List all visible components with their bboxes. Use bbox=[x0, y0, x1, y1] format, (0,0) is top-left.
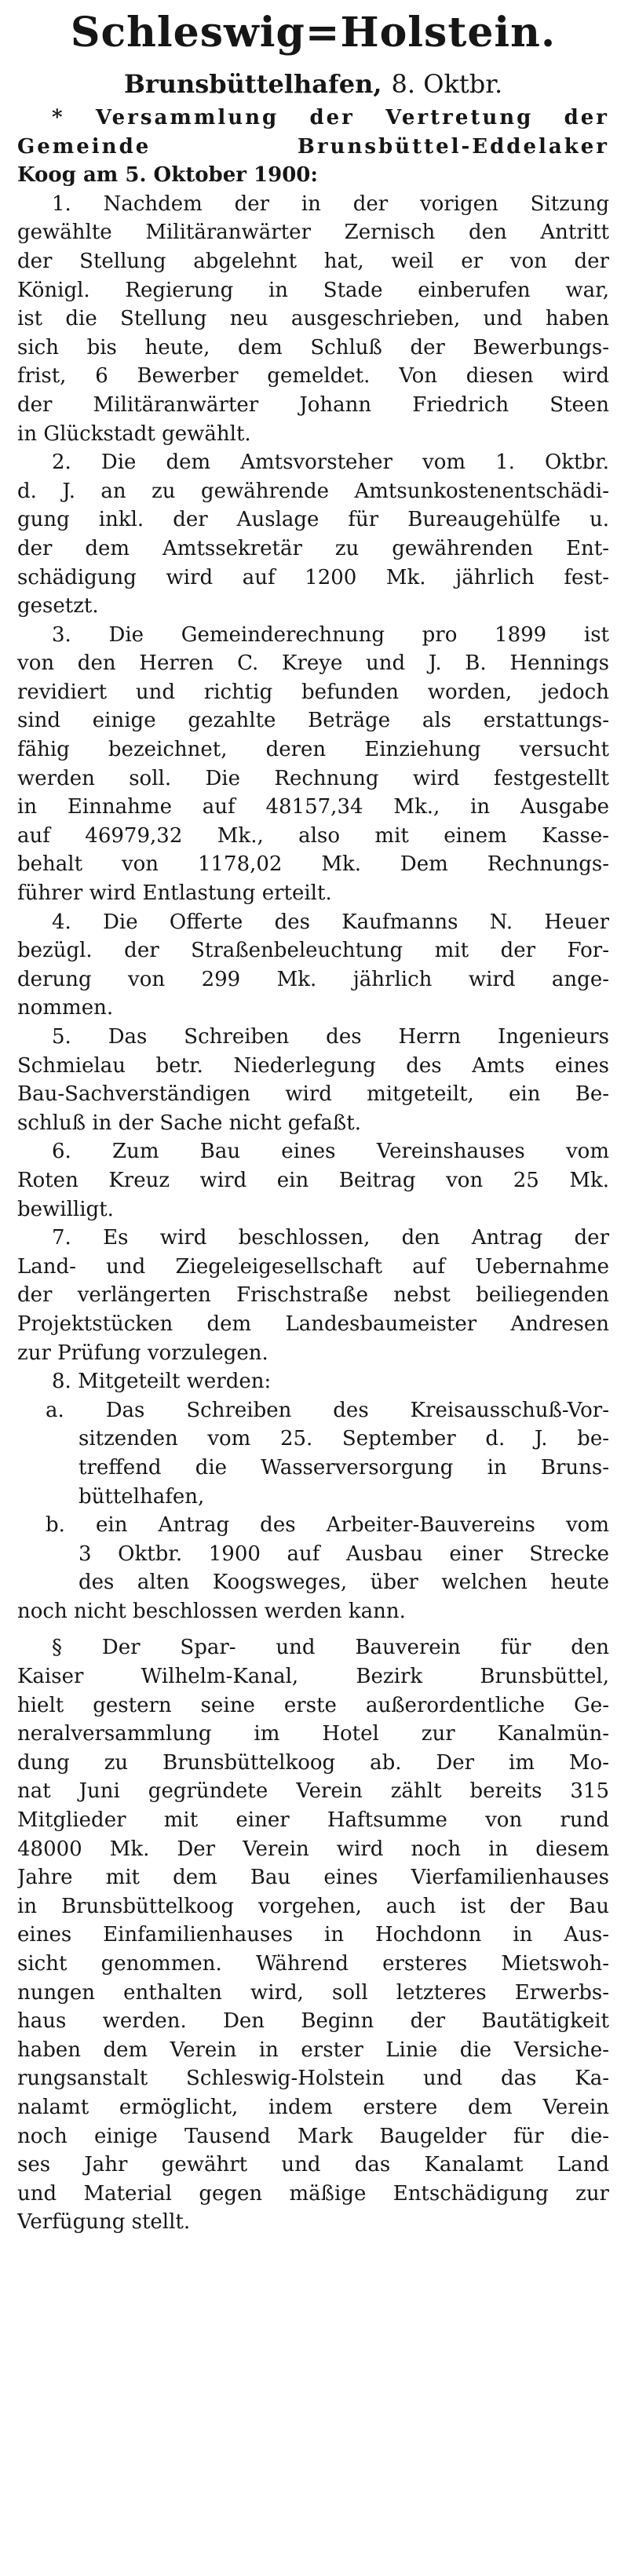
article-line: der verlängerten Frischstraße nebst beiliegenden bbox=[17, 1283, 609, 1308]
article-line: haus werden. Den Beginn der Bautätigkeit bbox=[17, 2009, 609, 2034]
article-line: frist, 6 Bewerber gemeldet. Von diesen wird bbox=[17, 364, 609, 389]
article-line: schädigung wird auf 1200 Mk. jährlich fest- bbox=[17, 565, 609, 589]
article-line: rungsanstalt Schleswig-Holstein und das Ka- bbox=[17, 2067, 609, 2091]
article-line: gesetzt. bbox=[17, 594, 99, 618]
article-line: Roten Kreuz wird ein Beitrag von 25 Mk. bbox=[17, 1168, 609, 1192]
article-line: 5. Das Schreiben des Herrn Ingenieurs bbox=[52, 1025, 609, 1049]
article-line: neralversammlung im Hotel zur Kanalmün- bbox=[17, 1722, 609, 1746]
dateline-date: 8. Oktbr. bbox=[391, 69, 503, 99]
article-line: Bau-Sachverständigen wird mitgeteilt, ein Be- bbox=[17, 1082, 609, 1107]
article-line: in Einnahme auf 48157,34 Mk., in Ausgabe bbox=[17, 795, 609, 819]
article-separator bbox=[17, 1626, 609, 1633]
article-line: von den Herren C. Kreye und J. B. Hennings bbox=[17, 651, 609, 676]
article-line: werden soll. Die Rechnung wird festgestellt bbox=[17, 766, 609, 790]
article-line: bewilligt. bbox=[17, 1197, 114, 1221]
article-line: ses Jahr gewährt und das Kanalamt Land bbox=[17, 2153, 609, 2177]
article-line: schluß in der Sache nicht gefaßt. bbox=[17, 1111, 361, 1135]
article-line: treffend die Wasserversorgung in Bruns- bbox=[78, 1455, 609, 1480]
article-line: 7. Es wird beschlossen, den Antrag der bbox=[52, 1226, 609, 1250]
article-line: der dem Amtssekretär zu gewährenden Ent- bbox=[17, 536, 609, 560]
article-line: derung von 299 Mk. jährlich wird ange- bbox=[17, 967, 609, 991]
article-line: a. Das Schreiben des Kreisausschuß-Vor- bbox=[46, 1398, 609, 1422]
dateline-place: Brunsbüttelhafen, bbox=[123, 69, 382, 99]
article-line: des alten Koogsweges, über welchen heute bbox=[78, 1571, 609, 1595]
article-line: gung inkl. der Auslage für Bureaugehülfe u. bbox=[17, 508, 609, 532]
article-line: Jahre mit dem Bau eines Vierfamilienhauses bbox=[17, 1866, 609, 1890]
article-line: Land- und Ziegeleigesellschaft auf Uebernahme bbox=[17, 1254, 609, 1279]
article-line: 4. Die Offerte des Kaufmanns N. Heuer bbox=[52, 910, 609, 934]
article-line: Gemeinde Brunsbüttel-Eddelaker bbox=[17, 134, 609, 159]
article-line: 48000 Mk. Der Verein wird noch in diesem bbox=[17, 1837, 609, 1861]
article-line: der Militäranwärter Johann Friedrich Steen bbox=[17, 392, 609, 417]
article-line: nommen. bbox=[17, 996, 114, 1020]
article-line: sicht genommen. Während ersteres Mietswoh- bbox=[17, 1952, 609, 1976]
article-line: 3. Die Gemeinderechnung pro 1899 ist bbox=[52, 622, 609, 647]
article-line: haben dem Verein in erster Linie die Versiche- bbox=[17, 2038, 609, 2062]
article-line: büttelhafen, bbox=[78, 1484, 205, 1509]
article-line: d. J. an zu gewährende Amtsunkostenentschädi- bbox=[17, 479, 609, 503]
article-line: behalt von 1178,02 Mk. Dem Rechnungs- bbox=[17, 852, 609, 877]
article-line: führer wird Entlastung erteilt. bbox=[17, 881, 332, 906]
article-line: noch nicht beschlossen werden kann. bbox=[17, 1599, 406, 1623]
article-line: sind einige gezahlte Beträge als erstattungs- bbox=[17, 709, 609, 733]
article-line: hielt gestern seine erste außerordentliche Ge- bbox=[17, 1693, 609, 1717]
article-line: dung zu Brunsbüttelkoog ab. Der im Mo- bbox=[17, 1750, 609, 1775]
article-line: bezügl. der Straßenbeleuchtung mit der For- bbox=[17, 939, 609, 963]
article-line: * Versammlung der Vertretung der bbox=[52, 106, 609, 130]
article-line: Koog am 5. Oktober 1900: bbox=[17, 163, 318, 188]
article-line: noch einige Tausend Mark Baugelder für die- bbox=[17, 2124, 609, 2148]
article-line: in Glückstadt gewählt. bbox=[17, 421, 251, 446]
article-line: Projektstücken dem Landesbaumeister Andresen bbox=[17, 1312, 609, 1336]
section-masthead: Schleswig=Holstein. bbox=[70, 8, 557, 57]
article-line: Verfügung stellt. bbox=[17, 2210, 191, 2235]
article-line: 2. Die dem Amtsvorsteher vom 1. Oktbr. bbox=[52, 451, 609, 475]
article-line: Kaiser Wilhelm-Kanal, Bezirk Brunsbüttel, bbox=[17, 1665, 609, 1689]
article-line: b. ein Antrag des Arbeiter-Bauvereins vom bbox=[46, 1513, 609, 1538]
article-line: sitzenden vom 25. September d. J. be- bbox=[78, 1427, 609, 1451]
article-line: 6. Zum Bau eines Vereinshauses vom bbox=[52, 1140, 609, 1164]
article-line: nalamt ermöglicht, indem erstere dem Verein bbox=[17, 2095, 609, 2119]
article-line: nungen enthalten wird, soll letzteres Erwerbs- bbox=[17, 1980, 609, 2005]
article-line: zur Prüfung vorzulegen. bbox=[17, 1341, 268, 1365]
article-line: eines Einfamilienhauses in Hochdonn in Aus- bbox=[17, 1923, 609, 1947]
article-line: Königl. Regierung in Stade einberufen war, bbox=[17, 278, 609, 302]
article-line: auf 46979,32 Mk., also mit einem Kasse- bbox=[17, 823, 609, 848]
article-line: der Stellung abgelehnt hat, weil er von der bbox=[17, 249, 609, 273]
article-line: Mitglieder mit einer Haftsumme von rund bbox=[17, 1808, 609, 1833]
dateline bbox=[17, 64, 609, 104]
article-line: § Der Spar- und Bauverein für den bbox=[52, 1636, 609, 1660]
article-line: Schmielau betr. Niederlegung des Amts eines bbox=[17, 1053, 609, 1078]
article-line: nat Juni gegründete Verein zählt bereits 315 bbox=[17, 1779, 609, 1804]
article-line: 1. Nachdem der in der vorigen Sitzung bbox=[52, 192, 609, 216]
article-line: fähig bezeichnet, deren Einziehung versucht bbox=[17, 738, 609, 762]
article-line: revidiert und richtig befunden worden, jedoch bbox=[17, 680, 609, 704]
article-line: 3 Oktbr. 1900 auf Ausbau einer Strecke bbox=[78, 1542, 609, 1566]
article-line: sich bis heute, dem Schluß der Bewerbungs- bbox=[17, 335, 609, 359]
article-spar-und-bauverein bbox=[17, 1633, 609, 2236]
article-line: und Material gegen mäßige Entschädigung zur bbox=[17, 2181, 609, 2206]
article-line: gewählte Militäranwärter Zernisch den Antritt bbox=[17, 221, 609, 245]
article-line: in Brunsbüttelkoog vorgehen, auch ist der Bau bbox=[17, 1894, 609, 1918]
article-gemeindeversammlung bbox=[17, 104, 609, 1626]
article-line: 8. Mitgeteilt werden: bbox=[52, 1370, 272, 1394]
article-line: ist die Stellung neu ausgeschrieben, und haben bbox=[17, 307, 609, 331]
